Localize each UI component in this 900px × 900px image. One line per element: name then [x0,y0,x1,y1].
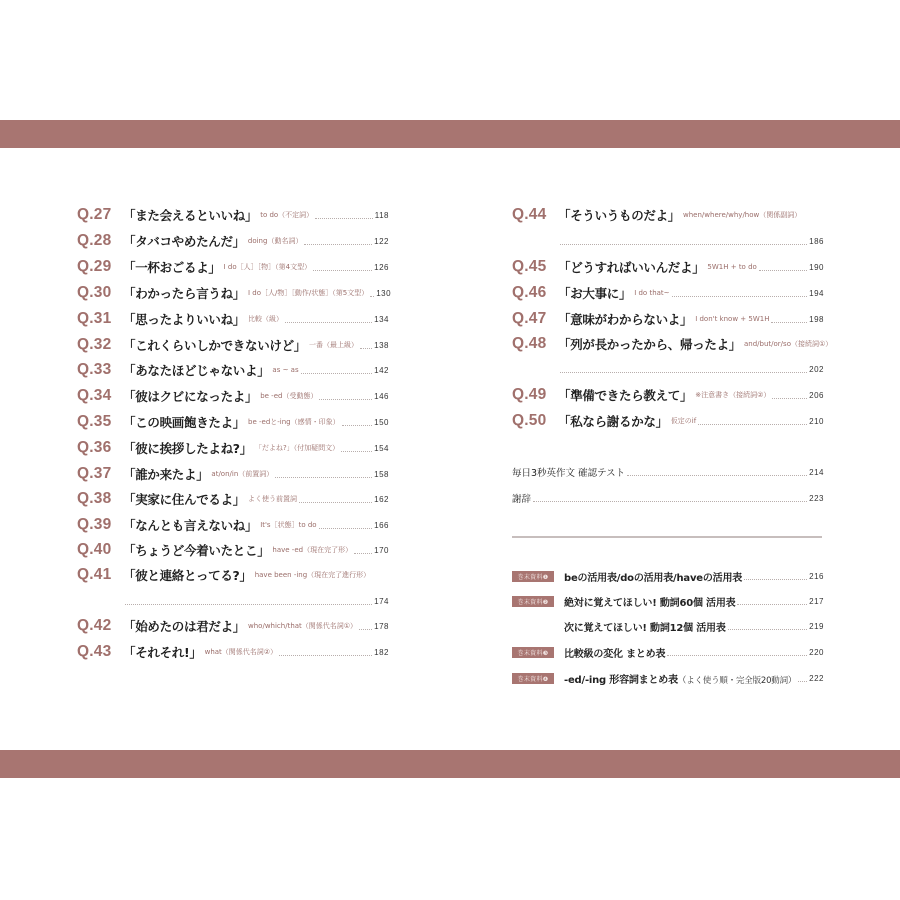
toc-entry-continuation[interactable] [512,231,824,251]
leader-dots [304,244,372,245]
toc-entry-acknowledgments[interactable] [512,488,824,508]
entry-grammar: as ~ as [272,366,299,374]
toc-entry[interactable] [77,515,389,535]
leader-dots [301,373,373,374]
toc-entry[interactable] [512,334,833,354]
page-number: 210 [809,416,824,426]
page-number: 150 [374,417,389,427]
entry-title: 毎日3秒英作文 確認テスト [512,468,626,479]
bottom-banner [0,750,900,778]
entry-title: 「なんとも言えないね」 [123,518,258,533]
appendix-badge: 巻末資料❸ [512,647,554,658]
entry-title: 「あなたほどじゃないよ」 [123,363,270,378]
leader-dots [672,296,808,297]
appendix-entry[interactable] [512,668,824,688]
leader-dots [313,270,372,271]
page-number: 122 [374,236,389,246]
entry-grammar: doing（動名詞） [247,237,303,245]
leader-dots [341,451,372,452]
entry-title-main: -ed/-ing 形容詞まとめ表 [564,674,678,686]
toc-entry[interactable] [77,231,389,251]
question-number: Q.50 [512,412,547,429]
entry-title: 「この映画飽きたよ」 [123,415,246,430]
toc-entry[interactable] [512,257,824,277]
toc-entry[interactable] [77,438,389,458]
toc-entry[interactable] [77,360,389,380]
leader-dots [698,424,807,425]
question-number: Q.48 [512,335,547,352]
entry-grammar: what（関係代名詞②） [204,648,278,656]
leader-dots [279,655,372,656]
entry-grammar: and/but/or/so（接続詞①） [744,340,833,348]
entry-title: 「それそれ!」 [123,645,202,660]
page-number: 222 [809,673,824,683]
question-number: Q.45 [512,258,547,275]
question-number: Q.35 [77,413,112,430]
entry-title: 「実家に住んでるよ」 [123,492,246,507]
page-number: 186 [809,236,824,246]
appendix-badge: 巻末資料❹ [512,673,554,684]
question-number: Q.44 [512,206,547,223]
appendix-entry[interactable] [512,616,824,636]
entry-title: 「彼と連絡とってる?」 [123,568,252,583]
leader-dots [285,322,372,323]
page-number: 202 [809,364,824,374]
page-number: 198 [809,314,824,324]
toc-entry[interactable] [512,385,824,405]
leader-dots [275,477,372,478]
entry-grammar: have been -ing（現在完了進行形） [254,571,371,579]
entry-grammar: ※注意書き（接続詞②） [695,391,771,399]
appendix-entry[interactable] [512,642,824,662]
entry-grammar: It's［状態］to do [260,521,317,529]
page-number: 219 [809,621,824,631]
question-number: Q.37 [77,465,112,482]
question-number: Q.29 [77,258,112,275]
leader-dots [667,655,807,656]
entry-title: 「彼に挨拶したよね?」 [123,441,252,456]
entry-title: 「また会えるといいね」 [123,208,258,223]
leader-dots [560,244,807,245]
entry-grammar: 5W1H + to do [707,263,757,271]
toc-entry[interactable] [512,283,824,303]
leader-dots [627,475,807,476]
entry-grammar: I do［人/物］［動作/状態］（第5文型） [248,289,369,297]
toc-entry[interactable] [77,464,389,484]
entry-title: 「どうすればいいんだよ」 [558,260,705,275]
question-number: Q.43 [77,643,112,660]
entry-title: 「タバコやめたんだ」 [123,234,245,249]
toc-entry[interactable] [77,540,389,560]
entry-title: 「始めたのは君だよ」 [123,619,246,634]
entry-title: 比較級の変化 まとめ表 [564,648,666,660]
toc-entry[interactable] [77,257,389,277]
entry-grammar: 「だよね?」（付加疑問文） [254,444,340,452]
question-number: Q.33 [77,361,112,378]
entry-title: 「わかったら言うね」 [123,286,246,301]
question-number: Q.30 [77,284,112,301]
question-number: Q.38 [77,490,112,507]
page-number: 194 [809,288,824,298]
page-number: 174 [374,596,389,606]
entry-title: 「列が長かったから、帰ったよ」 [558,337,742,352]
toc-entry[interactable] [77,205,389,225]
page-number: 220 [809,647,824,657]
toc-entry[interactable] [77,616,389,636]
entry-grammar: 一番（最上級） [309,341,359,349]
page-number: 146 [374,391,389,401]
toc-entry[interactable] [77,335,389,355]
toc-entry[interactable] [512,309,824,329]
toc-entry[interactable] [77,642,389,662]
entry-title: beの活用表/doの活用表/haveの活用表 [564,572,743,584]
question-number: Q.32 [77,336,112,353]
entry-title: 「お大事に」 [558,286,632,301]
entry-grammar: when/where/why/how（関係副詞） [683,211,802,219]
page-number: 118 [374,210,389,220]
leader-dots [737,604,807,605]
toc-entry[interactable] [77,386,389,406]
toc-entry[interactable] [512,411,824,431]
entry-grammar: be -edと-ing（感情・印象） [248,418,340,426]
question-number: Q.49 [512,386,547,403]
appendix-badge: 巻末資料❶ [512,571,554,582]
leader-dots [319,399,372,400]
page-number: 126 [374,262,389,272]
entry-title: 謝辞 [512,494,532,505]
leader-dots [560,372,807,373]
entry-grammar: I do［人］［物］（第4文型） [223,263,312,271]
question-number: Q.31 [77,310,112,327]
page-number: 182 [374,647,389,657]
entry-grammar: 仮定のif [670,417,697,425]
entry-grammar: who/which/that（関係代名詞①） [248,622,358,630]
toc-entry[interactable] [77,309,389,329]
toc-entry[interactable] [77,489,389,509]
entry-title: 「そういうものだよ」 [558,208,681,223]
entry-grammar: be -ed（受動態） [260,392,318,400]
entry-grammar: at/on/in（前置詞） [211,470,274,478]
leader-dots [342,425,373,426]
page-number: 190 [809,262,824,272]
entry-title-sub: （よく使う順・完全版20動詞） [677,675,797,686]
top-banner [0,120,900,148]
leader-dots [370,296,374,297]
leader-dots [533,501,807,502]
entry-title: 絶対に覚えてほしい! 動詞60個 活用表 [564,597,736,609]
question-number: Q.41 [77,566,112,583]
entry-title: 次に覚えてほしい! 動詞12個 活用表 [564,622,726,634]
leader-dots [315,218,373,219]
page-number: 138 [374,340,389,350]
entry-title: 「思ったよりいいね」 [123,312,246,327]
page-number: 158 [374,469,389,479]
toc-entry-test[interactable] [512,462,824,482]
page-number: 130 [376,288,392,298]
question-number: Q.36 [77,439,112,456]
leader-dots [759,270,807,271]
entry-grammar: 比較（級） [248,315,284,323]
entry-title: 「一杯おごるよ」 [123,260,221,275]
page-number: 166 [374,520,389,530]
entry-title: 「彼はクビになったよ」 [123,389,258,404]
page-number: 206 [809,390,824,400]
entry-title: 「誰か来たよ」 [123,467,209,482]
appendix-entry[interactable] [512,591,824,611]
page-number: 170 [374,545,389,555]
question-number: Q.40 [77,541,112,558]
page-number: 216 [809,571,824,581]
page-number: 154 [374,443,389,453]
entry-title: 「これくらいしかできないけど」 [123,338,307,353]
entry-title: 「私なら謝るかな」 [558,414,668,429]
question-number: Q.27 [77,206,112,223]
leader-dots [319,528,373,529]
leader-dots [744,579,807,580]
leader-dots [798,681,807,682]
toc-entry-continuation[interactable] [77,591,389,611]
question-number: Q.42 [77,617,112,634]
leader-dots [125,604,372,605]
leader-dots [299,502,372,503]
page-number: 178 [374,621,389,631]
entry-grammar: I don't know + 5W1H [695,315,770,323]
leader-dots [360,348,372,349]
page-number: 142 [374,365,389,375]
leader-dots [728,629,808,630]
leader-dots [359,629,372,630]
toc-entry[interactable] [77,412,389,432]
entry-title: 「意味がわからないよ」 [558,312,693,327]
page-number: 217 [809,596,824,606]
section-divider [512,536,822,538]
toc-entry[interactable] [77,283,392,303]
page-number: 214 [809,467,824,477]
entry-title: 「ちょうど今着いたとこ」 [123,543,270,558]
page-number: 162 [374,494,389,504]
appendix-entry[interactable] [512,566,824,586]
entry-title [564,671,796,686]
toc-entry[interactable] [512,205,824,225]
page-number: 223 [809,493,824,503]
page-number: 134 [374,314,389,324]
toc-entry[interactable] [77,565,389,585]
entry-grammar: to do（不定詞） [260,211,314,219]
leader-dots [771,322,807,323]
appendix-badge: 巻末資料❷ [512,596,554,607]
leader-dots [354,553,372,554]
entry-grammar: I do that~ [634,289,670,297]
question-number: Q.34 [77,387,112,404]
question-number: Q.47 [512,310,547,327]
entry-grammar: よく使う前置詞 [248,495,298,503]
entry-title: 「準備できたら教えて」 [558,388,693,403]
toc-entry-continuation[interactable] [512,359,824,379]
question-number: Q.28 [77,232,112,249]
question-number: Q.39 [77,516,112,533]
entry-grammar: have -ed（現在完了形） [272,546,353,554]
question-number: Q.46 [512,284,547,301]
leader-dots [772,398,807,399]
